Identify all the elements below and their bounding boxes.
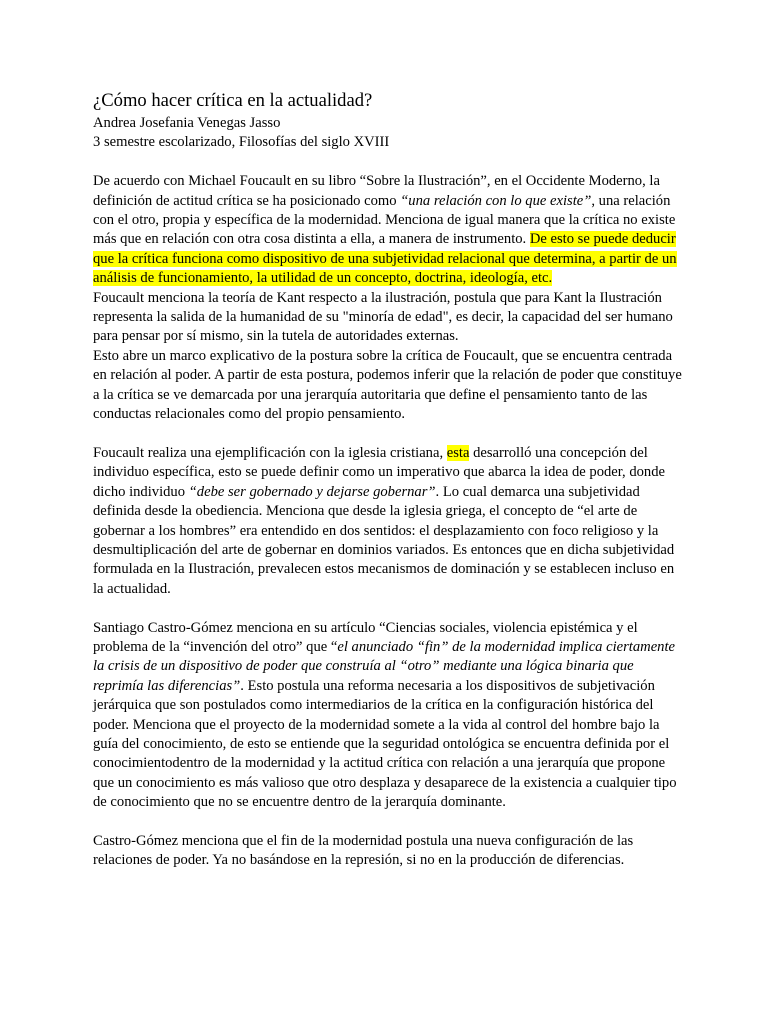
paragraph-4-text-3: . Lo cual demarca una subjetividad definida desde la obediencia. Menciona que desde la iglesia griega, el concepto de “el arte de gobernar a los hombres” era entendido en dos sentidos: el desplazamiento con foco religioso y la desmultiplicación del arte de gobernar en dominios variados. Es entonces que en dicha subjetividad formulada en la Ilustración, prevalecen estos mecanismos de dominación y se establecen incluso en la actualidad. <box>93 483 675 597</box>
paragraph-5-text-1: Santiago Castro-Gómez menciona en su artículo “Ciencias sociales, violencia epistémica y el problema de la “invención del otro” que “ <box>93 619 638 655</box>
blank-line <box>93 424 683 443</box>
paragraph-4-highlight: esta <box>446 444 470 461</box>
paragraph-5 <box>93 619 683 813</box>
paragraph-1 <box>93 172 683 288</box>
paragraph-2 <box>93 289 683 347</box>
paragraph-1-text-1: De acuerdo con Michael Foucault en su libro “Sobre la Ilustración”, en el Occidente Moderno, la definición de actitud crítica se ha posicionado como <box>93 173 660 209</box>
paragraph-4-text-2: desarrolló una concepción del individuo específica, esto se puede definir como un imperativo que abarca la idea de poder, donde dicho individuo <box>93 444 666 500</box>
paragraph-6 <box>93 832 683 871</box>
paragraph-5-text-2: . Esto postula una reforma necesaria a los dispositivos de subjetivación jerárquica que son postulados como intermediarios de la crítica en la configuración histórica del poder. Menciona que el proyecto de la modernidad somete a la vida al control del hombre bajo la guía del conocimiento, de esto se entiende que la seguridad ontológica se encuentra definida por el conocimientodentro de la modernidad y la actitud crítica con relación a una jerarquía que propone que un conocimiento es más valioso que otro desplaza y desaparece de la existencia a cualquier tipo de conocimiento que no se encuentre dentro de la jerarquía dominante. <box>93 677 677 811</box>
document-body <box>93 90 683 871</box>
paragraph-2-text: Foucault menciona la teoría de Kant respecto a la ilustración, postula que para Kant la Ilustración representa la salida de la humanidad de su "minoría de edad", es decir, la capacidad del ser humano para pensar por sí mismo, sin la tutela de autoridades externas. <box>93 289 673 345</box>
paragraph-1-text-2: , una relación con el otro, propia y específica de la modernidad. Menciona de igual manera que la crítica no existe más que en relación con otra cosa distinta a ella, a manera de instrumento. <box>93 192 676 248</box>
blank-line <box>93 153 683 172</box>
paragraph-4 <box>93 444 683 599</box>
paragraph-1-quote: “una relación con lo que existe” <box>400 192 592 209</box>
blank-line <box>93 599 683 618</box>
paragraph-3 <box>93 347 683 425</box>
course-line: 3 semestre escolarizado, Filosofías del siglo XVIII <box>93 134 390 151</box>
blank-line <box>93 813 683 832</box>
document-title: ¿Cómo hacer crítica en la actualidad? <box>93 90 373 111</box>
paragraph-4-text-1: Foucault realiza una ejemplificación con la iglesia cristiana, <box>93 444 447 461</box>
paragraph-3-text: Esto abre un marco explicativo de la postura sobre la crítica de Foucault, que se encuentra centrada en relación al poder. A partir de esta postura, podemos inferir que la relación de poder que constituye a la crítica se ve demarcada por una jerarquía autoritaria que define el pensamiento tanto de las conductas relacionales como del propio pensamiento. <box>93 347 682 423</box>
paragraph-1-highlight: De esto se puede deducir que la crítica funciona como dispositivo de una subjetividad relacional que determina, a partir de un análisis de funcionamiento, la utilidad de un concepto, doctrina, ideología, etc. <box>93 231 677 287</box>
author-line: Andrea Josefania Venegas Jasso <box>93 115 281 131</box>
paragraph-6-text: Castro-Gómez menciona que el fin de la modernidad postula una nueva configuración de las relaciones de poder. Ya no basándose en la represión, si no en la producción de diferencias. <box>93 832 634 869</box>
paragraph-5-quote: el anunciado “fin” de la modernidad implica ciertamente la crisis de un dispositivo de poder que construía al “otro” mediante una lógica binaria que reprimía las diferencias” <box>93 638 675 694</box>
paragraph-4-quote: “debe ser gobernado y dejarse gobernar” <box>188 483 436 500</box>
